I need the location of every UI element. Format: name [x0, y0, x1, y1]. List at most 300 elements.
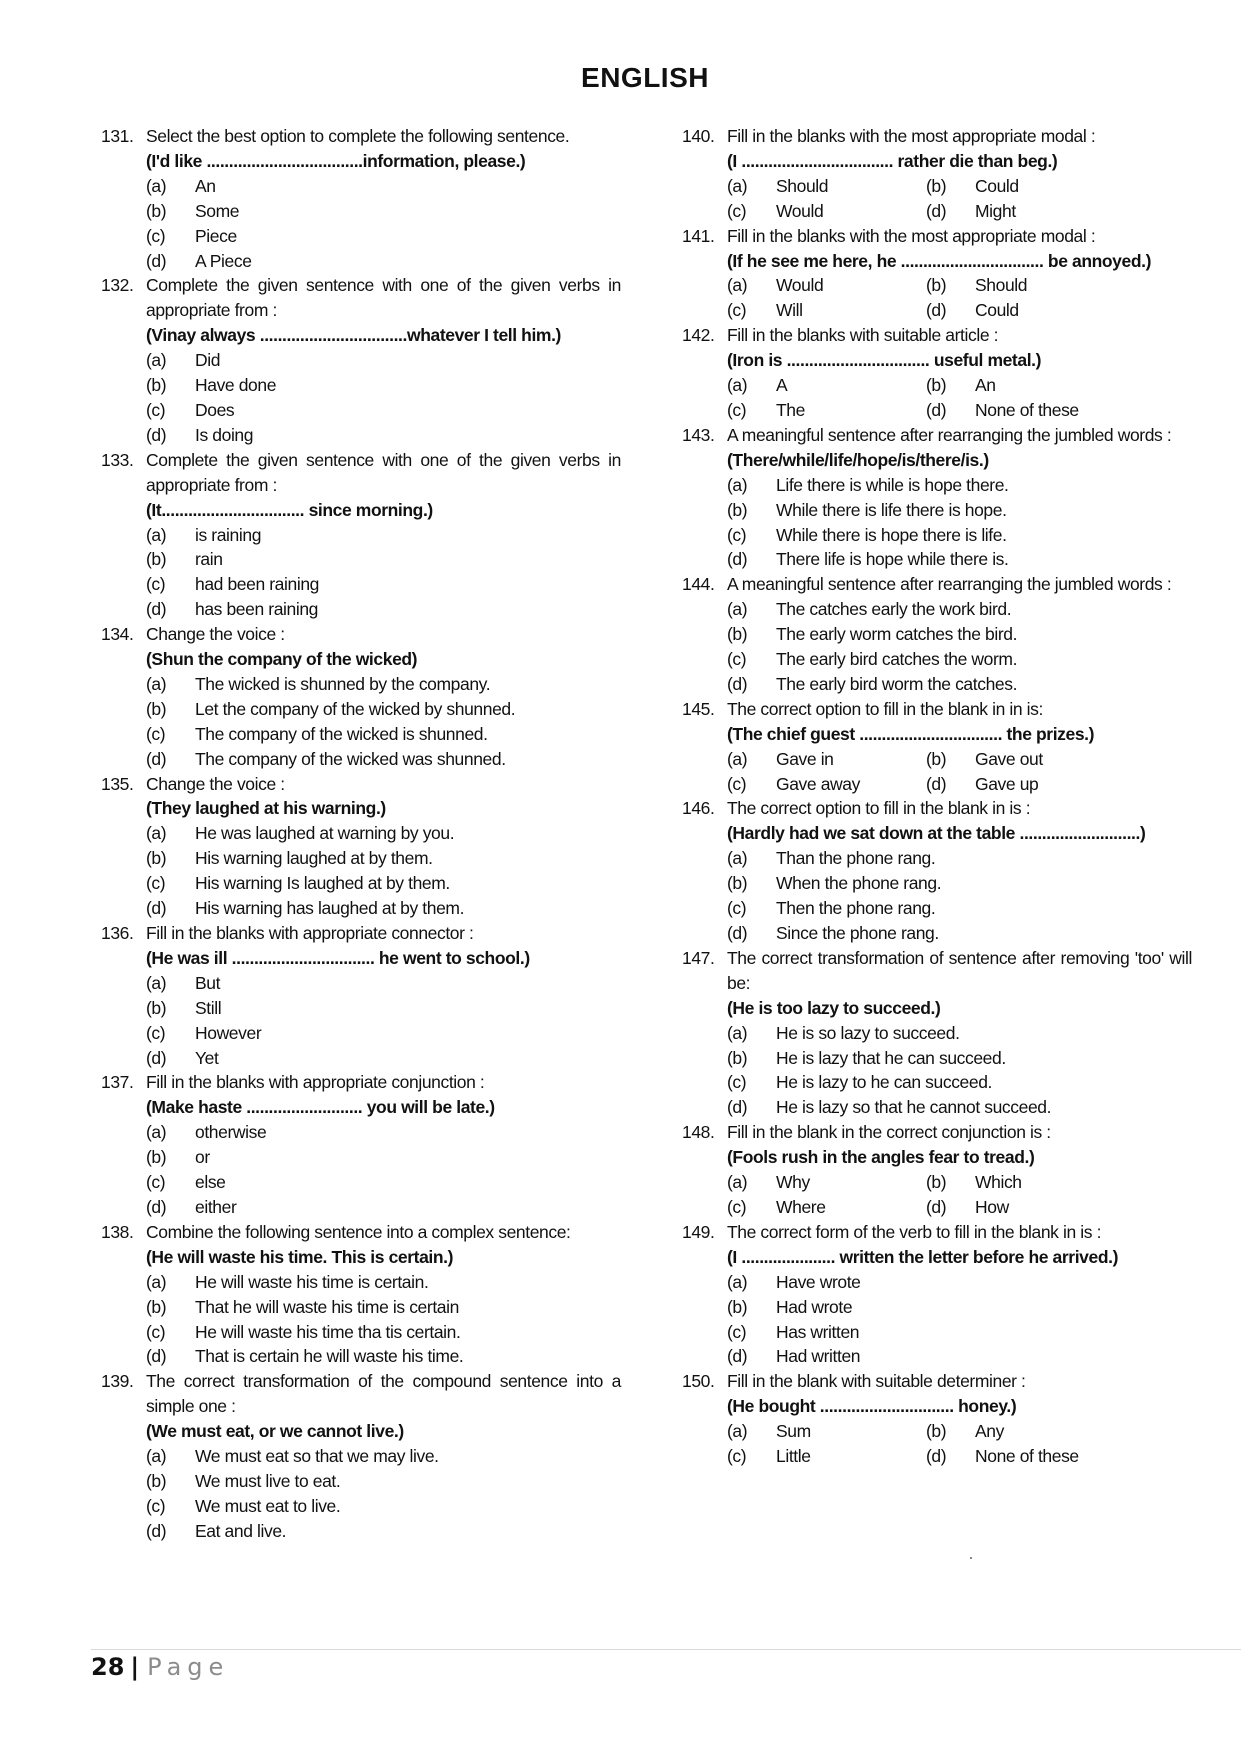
question-stem: Fill in the blanks with suitable article : [727, 325, 999, 346]
option-text: else [195, 1172, 226, 1193]
option-row [727, 1444, 1192, 1469]
option-label: (b) [727, 1296, 748, 1317]
option-text: The company of the wicked is shunned. [195, 723, 488, 744]
option-text: The early worm catches the bird. [776, 624, 1018, 645]
option-row [727, 373, 1192, 398]
option [926, 199, 1135, 224]
option [146, 523, 621, 548]
option-row [727, 398, 1192, 423]
option-label: (a) [146, 673, 167, 694]
option [146, 1021, 621, 1046]
question-number: 132. [101, 275, 134, 296]
question-item [682, 1120, 1192, 1220]
option-label: (c) [727, 1321, 747, 1342]
option [146, 971, 621, 996]
question-instruction: (Hardly had we sat down at the table ...........................) [727, 823, 1146, 844]
option-label: (a) [727, 748, 748, 769]
left-question-column [101, 124, 621, 1544]
option-text: He will waste his time tha tis certain. [195, 1321, 461, 1342]
option-text: He is so lazy to succeed. [776, 1022, 960, 1043]
question-instruction: (It................................ since morning.) [146, 499, 433, 520]
question-stem: Change the voice : [146, 624, 285, 645]
option-text: His warning has laughed at by them. [195, 898, 465, 919]
option-text: How [975, 1196, 1009, 1217]
option [727, 398, 926, 423]
option-text: Does [195, 399, 235, 420]
option-label: (d) [146, 599, 167, 620]
option [727, 1270, 1192, 1295]
question-number: 145. [682, 698, 715, 719]
option-text: Still [195, 997, 222, 1018]
question-instruction: (We must eat, or we cannot live.) [146, 1421, 404, 1442]
question-stem: The correct option to fill in the blank in is : [727, 798, 1031, 819]
option-label: (d) [146, 250, 167, 271]
option-text: The early bird catches the worm. [776, 649, 1018, 670]
question-stem: The correct transformation of sentence after removing 'too' will be: [727, 947, 1192, 993]
option-label: (c) [146, 1022, 166, 1043]
option-label: (c) [146, 574, 166, 595]
option-text: But [195, 972, 221, 993]
question-number: 137. [101, 1072, 134, 1093]
option-label: (d) [146, 1196, 167, 1217]
page-number: 28 [91, 1653, 125, 1681]
question-instruction: (He was ill ................................ he went to school.) [146, 947, 530, 968]
option [926, 1444, 1135, 1469]
option-text: is raining [195, 524, 262, 545]
option [146, 423, 621, 448]
option-text: Eat and live. [195, 1520, 287, 1541]
option [146, 1120, 621, 1145]
option-label: (c) [146, 723, 166, 744]
option-label: (c) [727, 1072, 747, 1093]
question-item [682, 124, 1192, 224]
option-text: Might [975, 200, 1016, 221]
question-instruction: (Iron is ................................ useful metal.) [727, 350, 1042, 371]
option [727, 1021, 1192, 1046]
option-label: (a) [146, 823, 167, 844]
option-label: (d) [727, 673, 748, 694]
option [146, 1145, 621, 1170]
option [146, 597, 621, 622]
option-text: The company of the wicked was shunned. [195, 748, 506, 769]
option [727, 174, 926, 199]
question-number: 144. [682, 574, 715, 595]
option-label: (c) [727, 524, 747, 545]
option [146, 747, 621, 772]
option-label: (b) [727, 499, 748, 520]
option-label: (d) [146, 1346, 167, 1367]
option-text: Little [776, 1446, 811, 1467]
question-instruction: (He is too lazy to succeed.) [727, 997, 941, 1018]
option-label: (c) [146, 225, 166, 246]
option-label: (b) [926, 748, 947, 769]
option [146, 1519, 621, 1544]
option-text: Is doing [195, 424, 254, 445]
option-text: We must live to eat. [195, 1470, 341, 1491]
question-instruction: (If he see me here, he ................................ be annoyed.) [727, 250, 1152, 271]
question-item [682, 1369, 1192, 1469]
question-number: 146. [682, 798, 715, 819]
option [727, 1344, 1192, 1369]
question-stem: Change the voice : [146, 773, 285, 794]
question-stem: Fill in the blank with suitable determiner : [727, 1371, 1026, 1392]
option [727, 846, 1192, 871]
option-text: We must eat to live. [195, 1495, 341, 1516]
option-text: He is lazy so that he cannot succeed. [776, 1097, 1052, 1118]
option-label: (c) [146, 873, 166, 894]
option-label: (d) [146, 1520, 167, 1541]
option-text: Yet [195, 1047, 219, 1068]
question-item [101, 772, 621, 921]
option-label: (d) [727, 1097, 748, 1118]
question-item [682, 224, 1192, 324]
option-text: There life is hope while there is. [776, 549, 1009, 570]
option-text: Gave up [975, 773, 1039, 794]
option [146, 722, 621, 747]
option [727, 373, 926, 398]
option [926, 1170, 1135, 1195]
option [146, 1195, 621, 1220]
option-text: That he will waste his time is certain [195, 1296, 459, 1317]
question-instruction: (He will waste his time. This is certain.) [146, 1246, 454, 1267]
option-text: Could [975, 175, 1019, 196]
option-label: (c) [727, 200, 747, 221]
option-label: (a) [146, 524, 167, 545]
option [146, 224, 621, 249]
question-instruction: (I ..................... written the letter before he arrived.) [727, 1246, 1118, 1267]
option [146, 572, 621, 597]
option-text: He will waste his time is certain. [195, 1271, 429, 1292]
option-text: The early bird worm the catches. [776, 673, 1018, 694]
option [146, 199, 621, 224]
option [727, 1046, 1192, 1071]
option [926, 398, 1135, 423]
option-text: Let the company of the wicked by shunned. [195, 698, 516, 719]
option [146, 1344, 621, 1369]
option-label: (b) [926, 275, 947, 296]
option-row [727, 298, 1192, 323]
question-item [101, 448, 621, 622]
question-item [101, 1220, 621, 1369]
option-text: Has written [776, 1321, 860, 1342]
option-label: (d) [727, 1346, 748, 1367]
option-text: He is lazy to he can succeed. [776, 1072, 993, 1093]
option-row [727, 1170, 1192, 1195]
option-text: The [776, 399, 805, 420]
option-text: rain [195, 549, 223, 570]
option [146, 547, 621, 572]
question-number: 136. [101, 923, 134, 943]
option-label: (d) [926, 773, 947, 794]
option-text: Some [195, 200, 240, 221]
option-text: Since the phone rang. [776, 923, 939, 943]
option-label: (c) [146, 1321, 166, 1342]
option-label: (b) [146, 1147, 167, 1168]
option [727, 597, 1192, 622]
option-label: (d) [146, 1047, 167, 1068]
option-label: (b) [727, 1047, 748, 1068]
option [727, 747, 926, 772]
option-label: (a) [146, 972, 167, 993]
option [146, 1295, 621, 1320]
option-label: (b) [146, 848, 167, 869]
option-text: Than the phone rang. [776, 848, 936, 869]
option [727, 1170, 926, 1195]
question-item [101, 273, 621, 447]
option [146, 1320, 621, 1345]
option-text: Have done [195, 375, 277, 396]
option-label: (b) [146, 698, 167, 719]
option [146, 871, 621, 896]
question-number: 139. [101, 1371, 134, 1392]
option-text: He is lazy that he can succeed. [776, 1047, 1006, 1068]
option-text: His warning Is laughed at by them. [195, 873, 450, 894]
question-number: 143. [682, 424, 715, 445]
option-text: Where [776, 1196, 826, 1217]
option [146, 996, 621, 1021]
question-item [101, 622, 621, 771]
right-question-column [682, 124, 1192, 1469]
option [146, 821, 621, 846]
question-number: 135. [101, 773, 134, 794]
question-item [682, 423, 1192, 572]
question-instruction: (The chief guest ................................ the prizes.) [727, 723, 1095, 744]
option-text: otherwise [195, 1122, 267, 1143]
option-label: (a) [727, 375, 748, 396]
question-stem: Complete the given sentence with one of the given verbs in appropriate from : [146, 449, 621, 495]
option-label: (d) [146, 748, 167, 769]
question-number: 141. [682, 225, 715, 246]
option-label: (a) [727, 599, 748, 620]
option [146, 1170, 621, 1195]
question-stem: Combine the following sentence into a complex sentence: [146, 1221, 571, 1242]
option-text: A Piece [195, 250, 252, 271]
option-text: An [195, 175, 216, 196]
option-label: (b) [146, 997, 167, 1018]
option [727, 647, 1192, 672]
question-instruction: (Vinay always .................................whatever I tell him.) [146, 325, 561, 346]
option [727, 298, 926, 323]
option-label: (c) [146, 1495, 166, 1516]
option-text: The catches early the work bird. [776, 599, 1012, 620]
option-label: (d) [926, 399, 947, 420]
option [727, 672, 1192, 697]
option-row [727, 747, 1192, 772]
option-label: (d) [727, 549, 748, 570]
option [146, 697, 621, 722]
option-label: (c) [727, 1446, 747, 1467]
option-text: Piece [195, 225, 237, 246]
option [727, 896, 1192, 921]
option [727, 772, 926, 797]
question-number: 142. [682, 325, 715, 346]
question-stem: A meaningful sentence after rearranging the jumbled words : [727, 574, 1172, 595]
question-item [682, 323, 1192, 423]
option [727, 523, 1192, 548]
option-label: (a) [727, 1421, 748, 1442]
option-text: Would [776, 275, 824, 296]
option-label: (a) [727, 474, 748, 495]
option-label: (c) [727, 898, 747, 919]
option [146, 174, 621, 199]
question-stem: Fill in the blanks with appropriate conjunction : [146, 1072, 485, 1093]
option [146, 249, 621, 274]
option [727, 921, 1192, 946]
option-label: (c) [146, 399, 166, 420]
option [727, 1444, 926, 1469]
option-row [727, 174, 1192, 199]
option [926, 747, 1135, 772]
option-label: (a) [146, 350, 167, 371]
option-text: Life there is while is hope there. [776, 474, 1009, 495]
option [727, 1195, 926, 1220]
option [926, 273, 1135, 298]
option [727, 547, 1192, 572]
footer-separator: | [130, 1653, 140, 1681]
option-text: Gave in [776, 748, 834, 769]
question-number: 131. [101, 126, 134, 146]
option-text: His warning laughed at by them. [195, 848, 433, 869]
option [727, 473, 1192, 498]
page-label: Page [147, 1653, 230, 1681]
option [926, 373, 1135, 398]
question-number: 138. [101, 1221, 134, 1242]
option-label: (d) [146, 898, 167, 919]
option-text: Could [975, 300, 1019, 321]
option-label: (c) [727, 1196, 747, 1217]
option-label: (b) [146, 200, 167, 221]
question-stem: Fill in the blanks with appropriate connector : [146, 923, 474, 943]
option-text: That is certain he will waste his time. [195, 1346, 464, 1367]
option-label: (d) [926, 1446, 947, 1467]
option-text: Should [776, 175, 829, 196]
option-text: Gave away [776, 773, 860, 794]
option [926, 1419, 1135, 1444]
option-text: When the phone rang. [776, 873, 942, 894]
question-item [682, 946, 1192, 1120]
option [926, 1195, 1135, 1220]
option-text: has been raining [195, 599, 319, 620]
question-stem: Fill in the blank in the correct conjunction is : [727, 1122, 1051, 1143]
question-number: 150. [682, 1371, 715, 1392]
option-label: (b) [926, 1172, 947, 1193]
question-item [682, 1220, 1192, 1369]
option-label: (a) [146, 1446, 167, 1467]
question-number: 140. [682, 126, 715, 146]
option-label: (c) [727, 649, 747, 670]
option [727, 1419, 926, 1444]
option-text: Had written [776, 1346, 861, 1367]
option-text: Did [195, 350, 221, 371]
option-text: We must eat so that we may live. [195, 1446, 439, 1467]
option-text: An [975, 375, 996, 396]
question-stem: Fill in the blanks with the most appropriate modal : [727, 225, 1096, 246]
question-number: 134. [101, 624, 134, 645]
option [146, 1270, 621, 1295]
option [146, 1469, 621, 1494]
option-label: (a) [146, 1122, 167, 1143]
question-stem: Complete the given sentence with one of the given verbs in appropriate from : [146, 275, 621, 321]
option-label: (d) [926, 200, 947, 221]
option-text: Any [975, 1421, 1004, 1442]
option [727, 1320, 1192, 1345]
question-number: 148. [682, 1122, 715, 1143]
question-item [101, 124, 621, 273]
option-label: (b) [727, 873, 748, 894]
option-label: (a) [727, 1022, 748, 1043]
option-text: While there is hope there is life. [776, 524, 1007, 545]
question-stem: A meaningful sentence after rearranging the jumbled words : [727, 424, 1172, 445]
option [146, 672, 621, 697]
question-item [682, 697, 1192, 797]
option [926, 174, 1135, 199]
question-item [682, 572, 1192, 697]
question-item [101, 921, 621, 1070]
option-label: (b) [146, 1470, 167, 1491]
option-label: (b) [926, 375, 947, 396]
question-instruction: (Fools rush in the angles fear to tread.) [727, 1147, 1035, 1168]
option-text: Have wrote [776, 1271, 861, 1292]
option-text: or [195, 1147, 210, 1168]
question-number: 149. [682, 1221, 715, 1242]
option-row [727, 772, 1192, 797]
option-label: (c) [727, 773, 747, 794]
question-number: 147. [682, 947, 715, 968]
option-text: Should [975, 275, 1028, 296]
option [727, 1095, 1192, 1120]
question-item [101, 1070, 621, 1219]
option [146, 846, 621, 871]
question-stem: The correct option to fill in the blank in in is: [727, 698, 1043, 719]
question-number: 133. [101, 449, 134, 470]
option-label: (b) [146, 375, 167, 396]
question-instruction: (I'd like ...................................information, please.) [146, 150, 526, 171]
option [727, 871, 1192, 896]
option [146, 896, 621, 921]
option-text: Had wrote [776, 1296, 853, 1317]
option [727, 498, 1192, 523]
question-instruction: (I .................................. rather die than beg.) [727, 150, 1058, 171]
option-text: He was laughed at warning by you. [195, 823, 455, 844]
option-text: Gave out [975, 748, 1043, 769]
question-instruction: (They laughed at his warning.) [146, 798, 386, 819]
question-instruction: (There/while/life/hope/is/there/is.) [727, 449, 989, 470]
stray-mark [970, 1557, 972, 1559]
question-instruction: (Shun the company of the wicked) [146, 649, 418, 670]
option-text: had been raining [195, 574, 319, 595]
question-instruction: (He bought .............................. honey.) [727, 1396, 1017, 1417]
option-label: (d) [727, 923, 748, 943]
option-row [727, 1195, 1192, 1220]
option [727, 273, 926, 298]
option-label: (c) [727, 399, 747, 420]
question-stem: The correct form of the verb to fill in the blank in is : [727, 1221, 1102, 1242]
option [146, 398, 621, 423]
footer-divider [91, 1649, 1241, 1650]
option-label: (a) [727, 848, 748, 869]
option-text: None of these [975, 1446, 1079, 1467]
option [146, 1494, 621, 1519]
option-text: However [195, 1022, 262, 1043]
option-row [727, 199, 1192, 224]
option-label: (b) [146, 1296, 167, 1317]
option-label: (a) [727, 175, 748, 196]
option-label: (c) [146, 1172, 166, 1193]
option-label: (b) [926, 175, 947, 196]
option [926, 298, 1135, 323]
option-text: Which [975, 1172, 1022, 1193]
option-row [727, 273, 1192, 298]
